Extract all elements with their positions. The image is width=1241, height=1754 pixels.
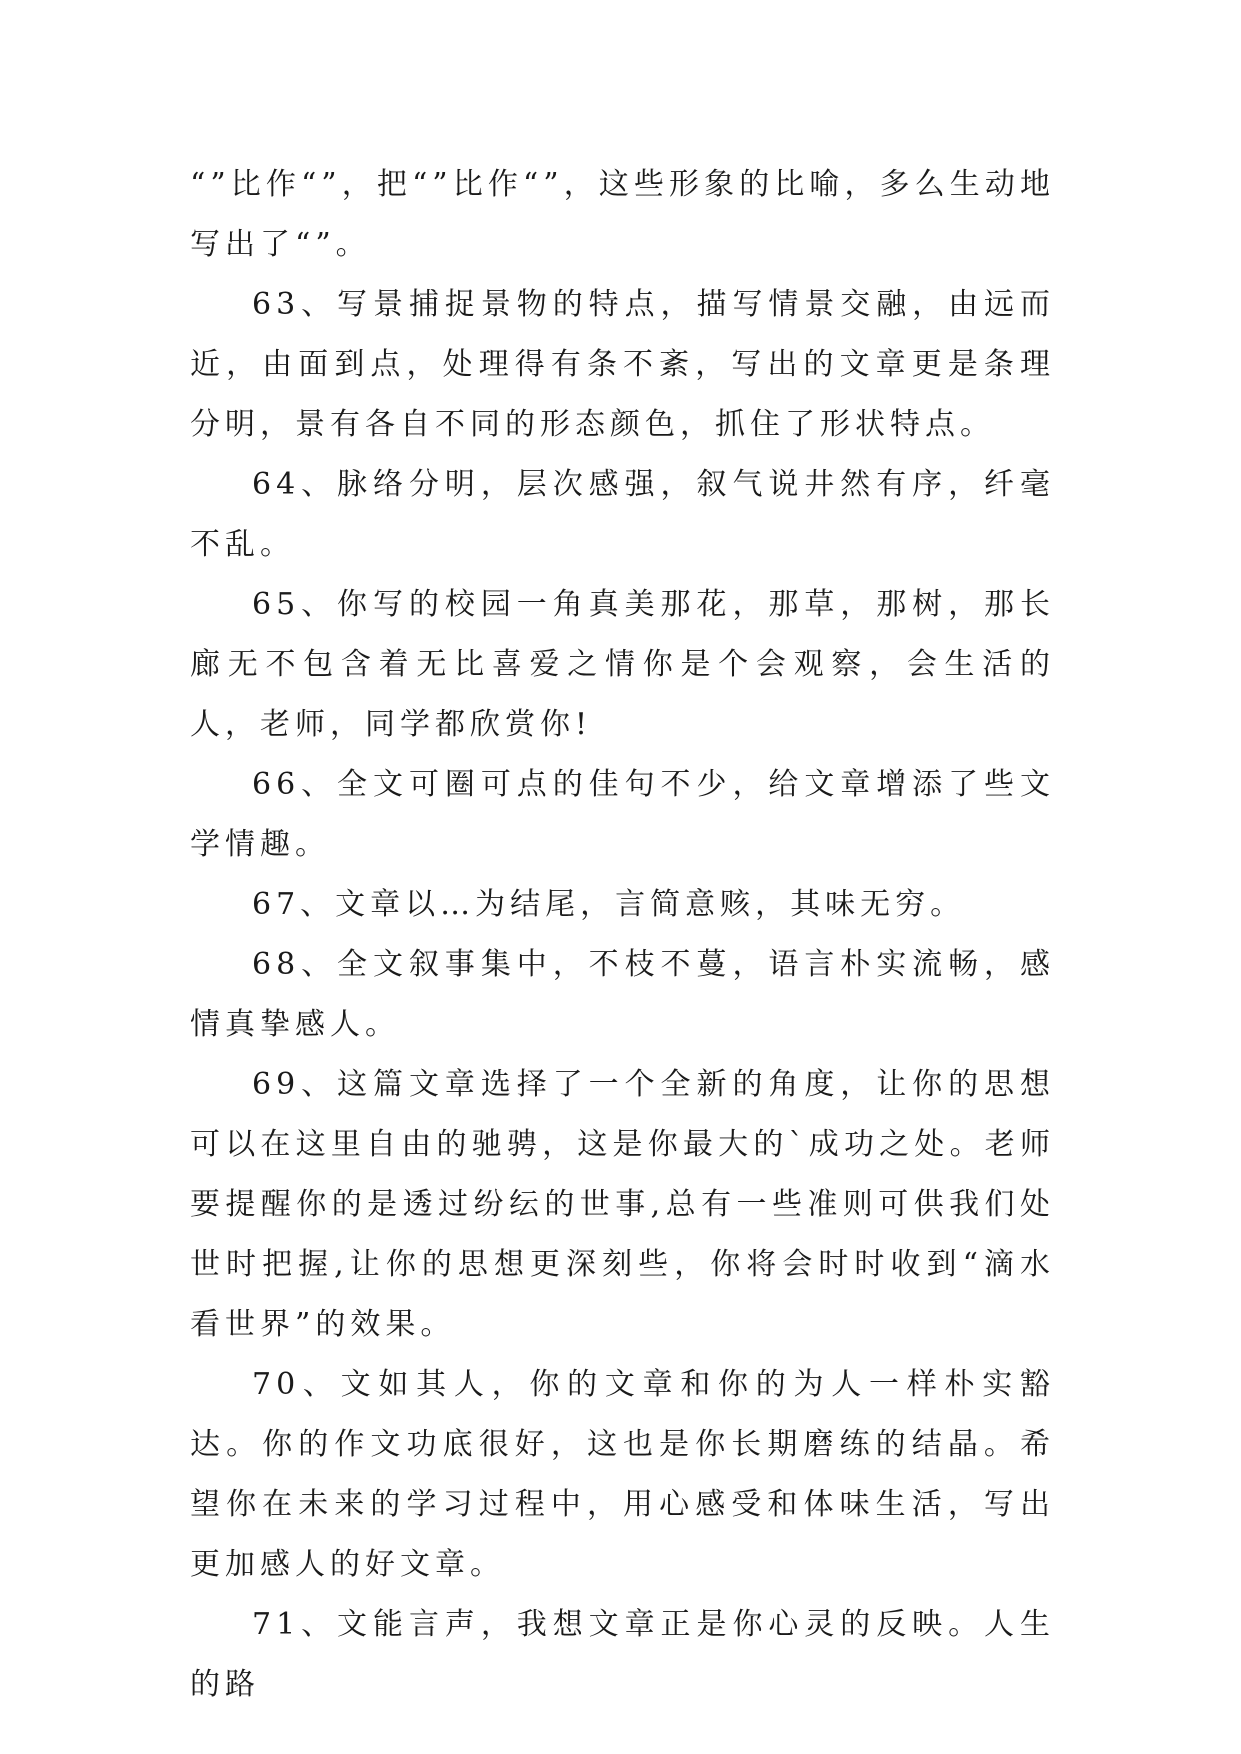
paragraph-64: 64、脉络分明，层次感强，叙气说井然有序，纤毫不乱。 [190, 467, 1055, 562]
paragraph-63: 63、写景捕捉景物的特点，描写情景交融，由远而近，由面到点，处理得有条不紊，写出的文章更是条理分明，景有各自不同的形态颜色，抓住了形状特点。 [190, 287, 1055, 442]
document-body [190, 155, 1055, 1715]
paragraph-70: 70、文如其人，你的文章和你的为人一样朴实豁达。你的作文功底很好，这也是你长期磨练的结晶。希望你在未来的学习过程中，用心感受和体味生活，写出更加感人的好文章。 [190, 1367, 1055, 1582]
paragraph-continuation: “”比作“”，把“”比作“”，这些形象的比喻，多么生动地写出了“”。 [190, 167, 1055, 262]
paragraph-71: 71、文能言声，我想文章正是你心灵的反映。人生的路 [190, 1607, 1055, 1702]
paragraph-69: 69、这篇文章选择了一个全新的角度，让你的思想可以在这里自由的驰骋，这是你最大的`成功之处。老师要提醒你的是透过纷纭的世事,总有一些准则可供我们处世时把握,让你的思想更深刻些，你将会时时收到“滴水看世界”的效果。 [190, 1067, 1055, 1342]
paragraph-66: 66、全文可圈可点的佳句不少，给文章增添了些文学情趣。 [190, 767, 1055, 862]
paragraph-65: 65、你写的校园一角真美那花，那草，那树，那长廊无不包含着无比喜爱之情你是个会观察，会生活的人，老师，同学都欣赏你! [190, 587, 1055, 742]
paragraph-67: 67、文章以…为结尾，言简意赅，其味无穷。 [252, 887, 966, 922]
paragraph-68: 68、全文叙事集中，不枝不蔓，语言朴实流畅，感情真挚感人。 [190, 947, 1055, 1042]
